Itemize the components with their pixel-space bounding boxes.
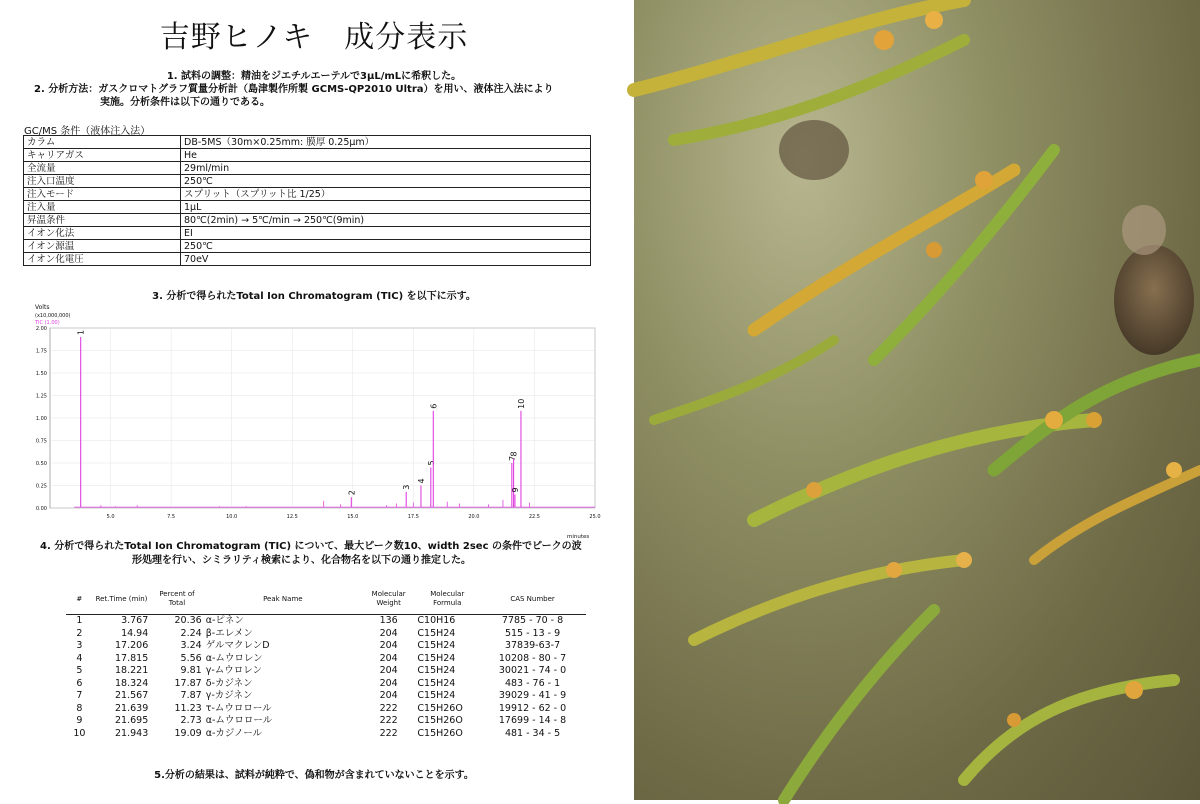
y-tick-label: 1.00 [35,416,47,422]
peak-label-1: 1 [76,329,86,335]
gcms-row-value: EI [181,227,591,240]
gcms-row-key: 全流量 [24,162,181,175]
table-cell: C15H24 [417,627,456,639]
table-cell: 10208 - 80 - 7 [498,652,567,664]
peak-table-header: Percent of Total [150,588,203,615]
gcms-row [24,149,591,162]
table-row [66,665,586,678]
y-tick-label: 0.25 [35,483,47,490]
table-row [66,728,586,741]
table-cell: 6 [76,677,83,689]
table-cell: C15H24 [417,640,456,652]
gcms-row-value: 29ml/min [181,162,591,175]
table-cell: 222 [379,715,398,727]
peak-label-6: 6 [429,403,439,409]
table-cell: 515 - 13 - 9 [504,627,561,639]
table-cell: 9.81 [180,665,202,677]
table-cell: C15H24 [417,652,456,664]
cypress-branches-illustration [634,0,1200,800]
gcms-row [24,227,591,240]
table-cell: 17699 - 14 - 8 [498,715,567,727]
x-tick-label: 12.5 [286,514,298,520]
table-cell: 204 [379,640,398,652]
x-tick-label: 7.5 [167,514,176,520]
table-cell: 481 - 34 - 5 [504,727,561,739]
y-tick-label: 1.75 [35,348,47,355]
gcms-row-value: スプリット（スプリット比 1/25） [181,188,591,201]
table-cell: 18.324 [115,677,149,689]
gcms-row-key: キャリアガス [24,149,181,162]
intro-line-2: 2. 分析方法：ガスクロマトグラフ質量分析計（島津製作所製 GCMS-QP2010 Ultra）を用い、液体注入法により [34,84,554,95]
table-cell: 204 [379,690,398,702]
gcms-row-key: イオン源温 [24,240,181,253]
table-cell: 3 [76,640,83,652]
table-cell: 39029 - 41 - 9 [498,690,567,702]
gcms-row [24,201,591,214]
gcms-row-value: 80℃(2min) → 5℃/min → 250℃(9min) [181,214,591,227]
table-cell: 17.815 [115,652,149,664]
table-cell: 19.09 [174,727,202,739]
table-cell: 7 [76,690,83,702]
gcms-row-value: DB-5MS（30m×0.25mm: 膜厚 0.25μm） [181,136,591,149]
table-cell: 17.87 [174,677,202,689]
table-cell: 9 [76,715,83,727]
peak-table [66,588,586,740]
table-cell: 1 [76,615,83,627]
y-tick-label: 2.00 [35,326,47,332]
table-cell: α-カジノール [205,727,263,739]
table-cell: 14.94 [121,627,149,639]
x-tick-label: 22.5 [528,514,541,520]
cypress-cone [779,120,849,180]
peak-table-header: Peak Name [204,588,362,615]
gcms-row-key: イオン化法 [24,227,181,240]
table-cell: 21.695 [115,715,149,727]
section-4-text [40,540,600,568]
table-cell: C15H24 [417,665,456,677]
x-tick-label: 10.0 [226,514,238,520]
x-tick-label: 5.0 [106,514,115,520]
gcms-row-key: 昇温条件 [24,214,181,227]
table-cell: α-ムウロレン [205,652,263,664]
intro-line-3: 実施。分析条件は以下の通りである。 [100,97,270,108]
y-axis-label: Volts [35,304,50,311]
gcms-row-key: イオン化電圧 [24,253,181,266]
gcms-conditions-title: GC/MS 条件（液体注入法） [24,126,151,137]
table-cell: 2.24 [180,627,202,639]
y-tick-label: 0.75 [35,438,47,445]
gcms-row-value: 250℃ [181,240,591,253]
table-cell: C15H26O [417,702,463,714]
x-tick-label: 25.0 [589,514,601,520]
gcms-row-value: 70eV [181,253,591,266]
peak-label-7: 7 [507,455,517,461]
branch-stems [634,0,1200,800]
gcms-row-key: カラム [24,136,181,149]
table-cell: 2 [76,627,83,639]
gcms-row-key: 注入量 [24,201,181,214]
table-row [66,715,586,728]
gcms-row-value: He [181,149,591,162]
table-cell: 5.56 [180,652,202,664]
x-tick-label: 15.0 [347,514,359,520]
gcms-row [24,240,591,253]
table-row [66,653,586,666]
table-cell: ゲルマクレンD [205,640,270,652]
table-cell: τ-ムウロロール [205,702,272,714]
peak-label-4: 4 [416,478,426,484]
peak-table-header: Ret.Time (min) [93,588,151,615]
table-row [66,690,586,703]
table-cell: 8 [76,702,83,714]
table-cell: 18.221 [115,665,149,677]
table-cell: 204 [379,665,398,677]
section-4-line-2: 形処理を行い、シミラリティ検索により、化合物名を以下の通り推定した。 [132,555,471,566]
table-cell: 11.23 [174,702,202,714]
peak-label-3: 3 [402,484,412,490]
table-cell: 204 [379,652,398,664]
peak-label-8: 8 [509,451,519,457]
x-tick-label: 17.5 [407,514,419,520]
gcms-row-key: 注入口温度 [24,175,181,188]
table-cell: C15H26O [417,727,463,739]
table-cell: 204 [379,677,398,689]
table-cell: β-エレメン [205,627,253,639]
gcms-row [24,175,591,188]
table-cell: 10 [73,727,86,739]
tic-chromatogram-chart [30,300,601,540]
intro-section [0,70,628,109]
gcms-row [24,214,591,227]
peak-label-10: 10 [516,398,526,409]
table-cell: C15H26O [417,715,463,727]
y-tick-label: 0.00 [35,506,47,512]
y-tick-label: 1.25 [35,393,47,400]
table-cell: C15H24 [417,690,456,702]
table-cell: C10H16 [417,615,456,627]
table-cell: 483 - 76 - 1 [504,677,561,689]
y-tick-label: 0.50 [35,461,47,467]
x-tick-label: 20.0 [468,514,480,520]
table-cell: γ-カジネン [205,690,253,702]
peak-table-header: CAS Number [479,588,586,615]
table-cell: δ-カジネン [205,677,253,689]
y-scale-note: (x10,000,000) [35,313,71,319]
table-row [66,615,586,628]
hinoki-foliage-photo [634,0,1200,800]
table-cell: 37839-63-7 [504,640,561,652]
gcms-conditions-table [23,135,591,266]
peak-label-9: 9 [510,487,520,493]
table-cell: γ-ムウロレン [205,665,263,677]
table-row [66,703,586,716]
cypress-cone [1122,205,1166,255]
table-cell: 20.36 [174,615,202,627]
series-label: TIC (1.00) [35,320,60,326]
table-cell: 4 [76,652,83,664]
table-cell: 222 [379,702,398,714]
table-row [66,640,586,653]
table-cell: 7785 - 70 - 8 [501,615,564,627]
section-3-heading: 3. 分析で得られたTotal Ion Chromatogram (TIC) を以下に示す。 [152,291,476,302]
gcms-row-key: 注入モード [24,188,181,201]
peak-table-header: # [66,588,93,615]
peak-table-header: Molecular Weight [362,588,415,615]
section-4-line-1: 4. 分析で得られたTotal Ion Chromatogram (TIC) について、最大ピーク数10、width 2sec の条件でピークの波 [40,541,582,552]
table-cell: 30021 - 74 - 0 [498,665,567,677]
table-row [66,678,586,691]
peak-label-2: 2 [347,490,357,496]
table-cell: α-ピネン [205,615,244,627]
table-cell: 222 [379,727,398,739]
peak-table-header: Molecular Formula [415,588,479,615]
peak-label-5: 5 [426,460,436,466]
gcms-row [24,162,591,175]
table-cell: 21.567 [115,690,149,702]
page-title: 吉野ヒノキ 成分表示 [159,20,469,55]
gcms-row [24,253,591,266]
foliage-tips [806,11,1182,727]
table-cell: 17.206 [115,640,149,652]
table-cell: 3.767 [121,615,149,627]
table-cell: 21.639 [115,702,149,714]
gcms-row [24,188,591,201]
table-cell: α-ムウロロール [205,715,273,727]
table-cell: C15H24 [417,677,456,689]
table-cell: 3.24 [180,640,202,652]
y-tick-label: 1.50 [35,371,47,377]
x-axis-label: minutes [567,534,590,540]
gcms-row-value: 1μL [181,201,591,214]
gcms-row-value: 250℃ [181,175,591,188]
intro-line-1: 1. 試料の調整：精油をジエチルエーテルで3μL/mLに希釈した。 [166,71,462,82]
section-5-conclusion: 5.分析の結果は、試料が純粋で、偽和物が含まれていないことを示す。 [154,770,474,781]
gcms-row [24,136,591,149]
table-cell: 2.73 [180,715,202,727]
table-cell: 204 [379,627,398,639]
table-cell: 19912 - 62 - 0 [498,702,567,714]
table-cell: 136 [379,615,398,627]
table-cell: 21.943 [115,727,149,739]
table-cell: 7.87 [180,690,202,702]
table-row [66,628,586,641]
cypress-cone [1114,245,1194,355]
table-cell: 5 [76,665,83,677]
